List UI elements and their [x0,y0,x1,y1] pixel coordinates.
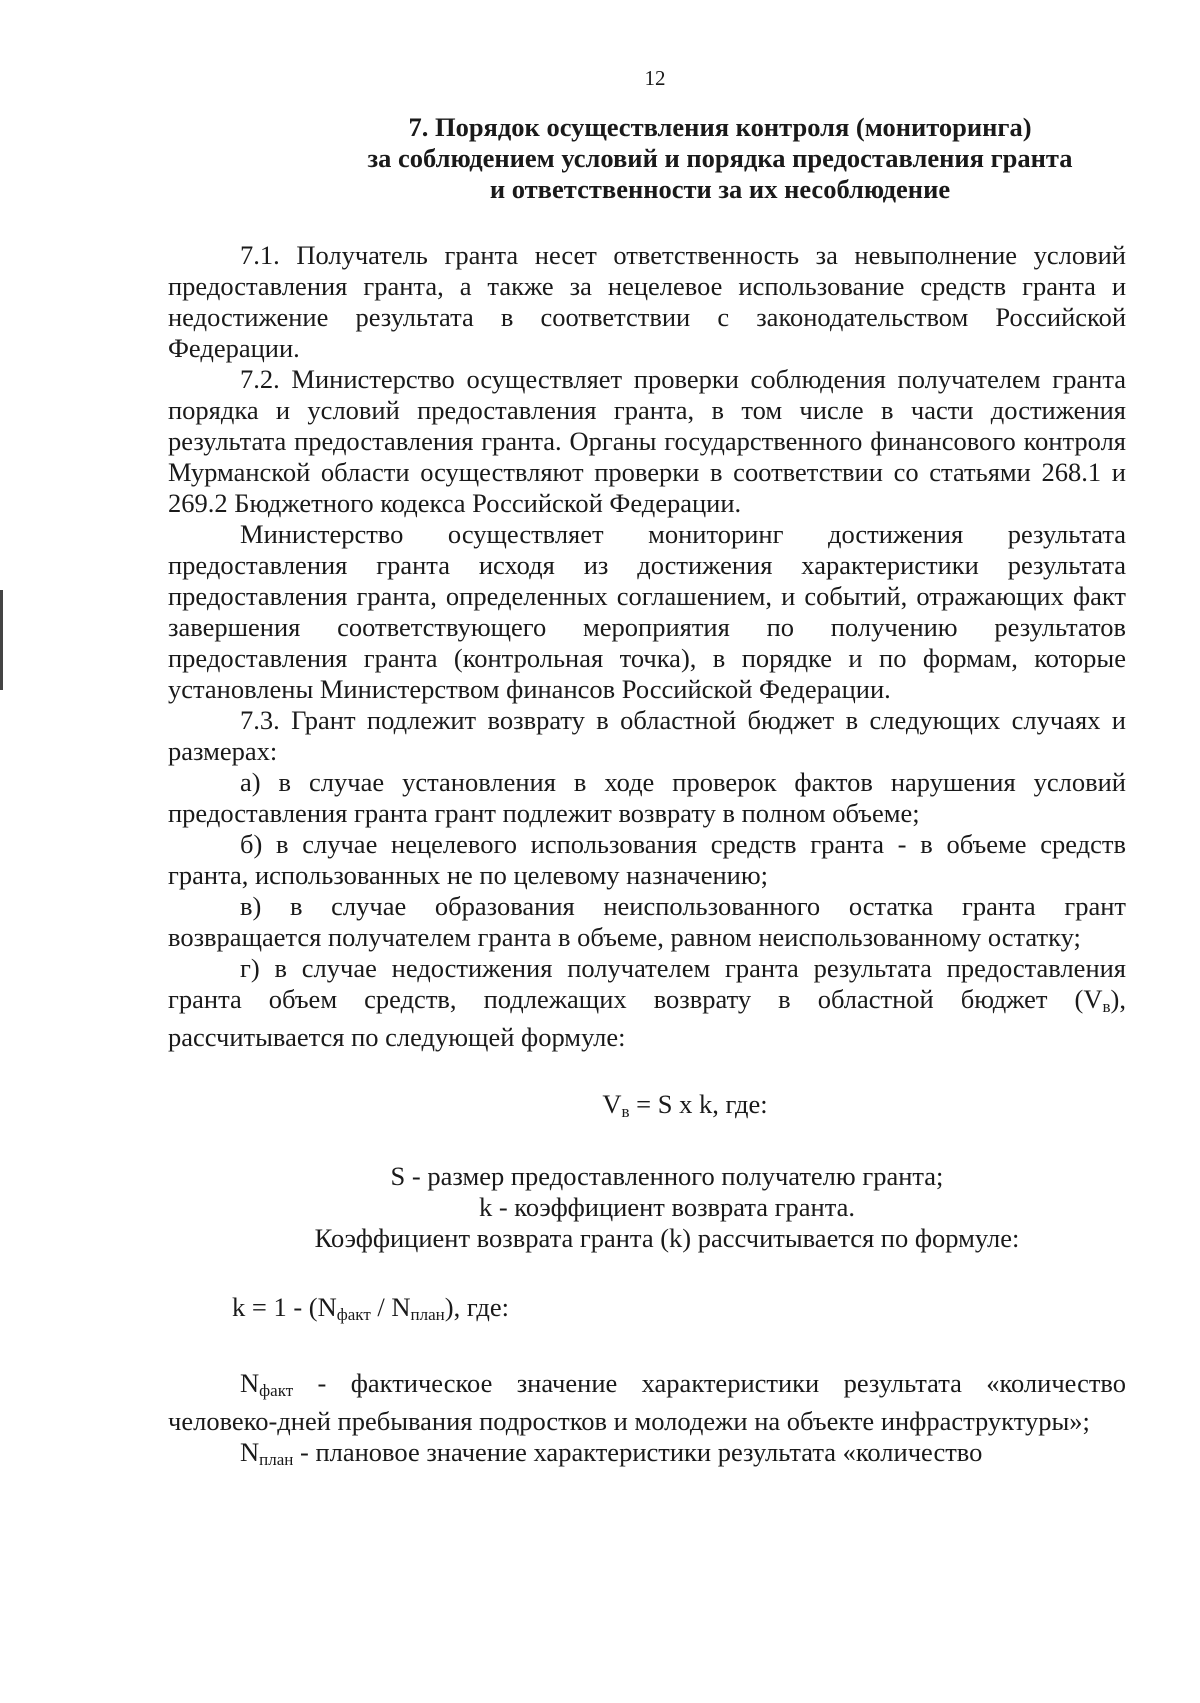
document-body [168,240,1126,1475]
formula-rest: = S x k, где: [629,1089,768,1119]
paragraph-7-3: 7.3. Грант подлежит возврату в областной бюджет в следующих случаях и размерах: [168,705,1126,766]
formula-k-prefix: k = 1 - (N [232,1292,337,1322]
paragraph-monitoring: Министерство осуществляет мониторинг достижения результата предоставления гранта исходя из достижения характеристики результата предоставления гранта, определенных соглашением, и событий, отражающих факт завершения соответствующего мероприятия по получению результатов предоставления гранта (контрольная точка), в порядке и по формам, которые установлены Министерством финансов Российской Федерации. [168,519,1126,704]
paragraph-7-1: 7.1. Получатель гранта несет ответственность за невыполнение условий предоставления гранта, а также за нецелевое использование средств гранта и недостижение результата в соответствии с законодательством Российской Федерации. [168,240,1126,363]
heading-line-2: за соблюдением условий и порядка предоставления гранта [367,143,1073,173]
nplan-subscript: план [259,1450,294,1469]
scan-edge-mark [0,590,3,690]
nfact-symbol: N [240,1368,260,1398]
paragraph-item-b: б) в случае нецелевого использования средств гранта - в объеме средств гранта, использованных не по целевому назначению; [168,829,1126,890]
heading-line-3: и ответственности за их несоблюдение [489,174,951,204]
section-heading [290,112,1150,205]
nplan-symbol: N [240,1437,260,1467]
definition-s: S - размер предоставленного получателю гранта; [390,1161,944,1191]
heading-line-1: 7. Порядок осуществления контроля (мониторинга) [408,112,1032,142]
formula-k-mid: / N [370,1292,411,1322]
definition-nfact [168,1368,1126,1437]
nfact-text: - фактическое значение характеристики результата «количество человеко-дней пребывания подростков и молодежи на объекте инфраструктуры»; [168,1368,1126,1436]
formula-v-subscript: в [621,1102,630,1121]
formula-k-suffix: ), где: [444,1292,509,1322]
item-g-prefix: г) в случае недостижения получателем гранта результата предоставления гранта объем средств, подлежащих возврату в областной бюджет (V [168,953,1126,1014]
item-g-suffix: ), рассчитывается по следующей формуле: [168,984,1126,1052]
definition-k: k - коэффициент возврата гранта. [478,1192,856,1222]
formula-k-sub-fact: факт [336,1305,371,1324]
formula-coefficient [168,1292,1126,1330]
formula-v: V [602,1089,622,1119]
paragraph-item-a: а) в случае установления в ходе проверок фактов нарушения условий предоставления гранта грант подлежит возврату в полном объеме; [168,767,1126,828]
page-number: 12 [644,66,666,90]
formula-return-volume [168,1089,1126,1127]
formula-k-sub-plan: план [410,1305,445,1324]
paragraph-7-2: 7.2. Министерство осуществляет проверки соблюдения получателем гранта порядка и условий предоставления гранта, в том числе в части достижения результата предоставления гранта. Органы государственного финансового контроля Мурманской области осуществляют проверки в соответствии со статьями 268.1 и 269.2 Бюджетного кодекса Российской Федерации. [168,364,1126,518]
definition-nplan [168,1437,1126,1475]
paragraph-item-g [168,953,1126,1053]
coefficient-intro: Коэффициент возврата гранта (k) рассчитывается по формуле: [314,1223,1020,1253]
item-g-subscript: в [1102,997,1111,1016]
nfact-subscript: факт [259,1381,294,1400]
paragraph-item-v: в) в случае образования неиспользованного остатка гранта грант возвращается получателем гранта в объеме, равном неиспользованному остатку; [168,891,1126,952]
nplan-text: - плановое значение характеристики результата «количество [293,1437,983,1467]
